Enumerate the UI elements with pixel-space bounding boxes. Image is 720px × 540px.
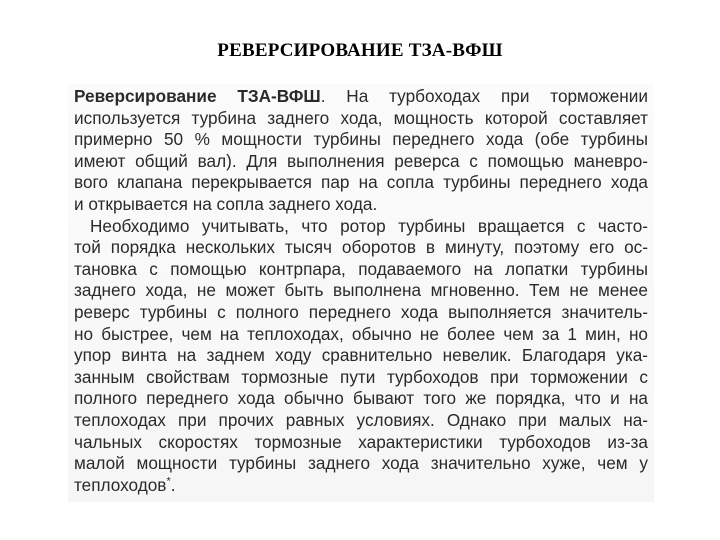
text-line: Реверсирование ТЗА-ВФШ. На турбоходах при торможении (74, 86, 648, 106)
text-line: теплоходах при прочих равных условиях. Однако при малых на- (74, 409, 648, 430)
text-line: занным свойствам тормозные пути турбоходов при торможении с (74, 366, 648, 387)
text-line: теплоходов*. (74, 474, 176, 495)
text-line: имеют общий вал). Для выполнения реверса с помощью маневро- (74, 150, 648, 171)
text-line: чальных скоростях тормозные характеристики турбоходов из-за (74, 431, 648, 452)
text-line: реверс турбины с полного переднего хода выполняется значитель- (74, 301, 648, 322)
text-line: полного переднего хода обычно бывают того же порядка, что и на (74, 388, 648, 409)
text-line: заднего хода, не может быть выполнена мгновенно. Тем не менее (74, 280, 648, 301)
text-line: упор винта на заднем ходу сравнительно невелик. Благодаря ука- (74, 345, 648, 366)
footnote-mark: * (166, 474, 171, 487)
text-line: Необходимо учитывать, что ротор турбины вращается с часто- (90, 215, 648, 236)
paragraph-lead: Реверсирование ТЗА-ВФШ (74, 86, 321, 106)
text-line: той порядка нескольких тысяч оборотов в минуту, поэтому его ос- (74, 237, 648, 258)
text-line: и открывается на сопла заднего хода. (74, 193, 378, 214)
slide-title: РЕВЕРСИРОВАНИЕ ТЗА-ВФШ (217, 40, 503, 61)
text-line: примерно 50 % мощности турбины переднего хода (обе турбины (74, 129, 648, 150)
body-text (74, 86, 648, 496)
text-line: используется турбина заднего хода, мощность которой составляет (74, 107, 648, 128)
text-line: но быстрее, чем на теплоходах, обычно не более чем за 1 мин, но (74, 323, 648, 344)
text-line: тановка с помощью контрпара, подаваемого на лопатки турбины (74, 258, 648, 279)
text-line: вого клапана перекрывается пар на сопла турбины переднего хода (74, 172, 648, 193)
scanned-text-block (68, 84, 654, 502)
text-line: малой мощности турбины заднего хода значительно хуже, чем у (74, 453, 648, 474)
